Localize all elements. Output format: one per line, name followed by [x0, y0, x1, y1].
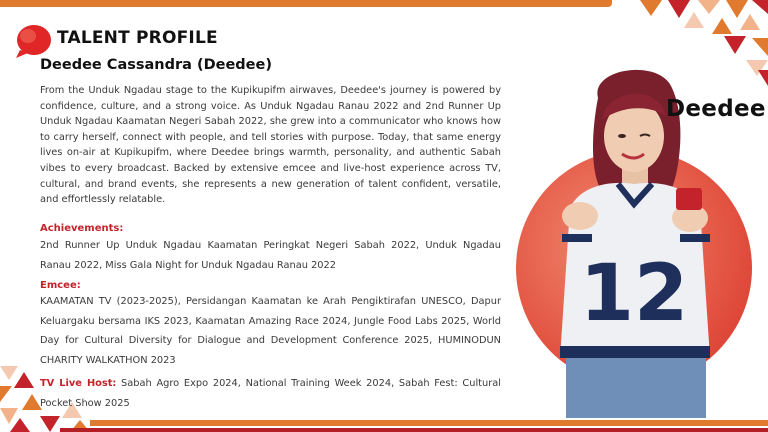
page-title: TALENT PROFILE	[57, 28, 218, 48]
tv-live-host-heading: TV Live Host:	[40, 378, 117, 389]
kupikupifm-logo-icon	[12, 24, 52, 58]
emcee-heading: Emcee:	[40, 280, 81, 291]
talent-name-subtitle: Deedee Cassandra (Deedee)	[40, 57, 272, 73]
top-accent-bar	[0, 0, 612, 7]
achievements-heading: Achievements:	[40, 223, 124, 234]
bottom-accent-bar	[90, 420, 768, 426]
jersey-number: 12	[579, 249, 689, 339]
emcee-text: KAAMATAN TV (2023-2025), Persidangan Kaamatan ke Arah Pengiktirafan UNESCO, Dapur Keluargaku bersama IKS 2023, Kaamatan Amazing Race 2024, Jungle Food Labs 2025, World Day for Cultural Diversity for Dialogue and Development Conference 2025, HUMINODUN CHARITY WALKATHON 2023	[40, 296, 501, 366]
bottom-dark-bar	[60, 428, 768, 432]
bio-paragraph: From the Unduk Ngadau stage to the Kupikupifm airwaves, Deedee's journey is powered by confidence, culture, and a strong voice. As Unduk Ngadau Ranau 2022 and 2nd Runner Up Unduk Ngadau Kaamatan Negeri Sabah 2022, she grew into a communicator who knows how to carry herself, connect with people, and tell stories with purpose. Today, that same energy lives on-air at Kupikupifm, where Deedee brings warmth, personality, and authentic Sabah vibes to every broadcast. Backed by extensive emcee and live-host experience across TV, cultural, and brand events, she represents a new generation of talent confident, versatile, and effortlessly relatable.	[40, 85, 501, 206]
achievements-text: 2nd Runner Up Unduk Ngadau Kaamatan Peringkat Negeri Sabah 2022, Unduk Ngadau Ranau 2022, Miss Gala Night for Unduk Ngadau Ranau 2022	[40, 240, 501, 271]
tv-live-host-text: Sabah Agro Expo 2024, National Training Week 2024, Sabah Fest: Cultural Pocket Show 2025	[40, 378, 501, 409]
tv-live-host-line	[40, 374, 501, 413]
name-tag: Deedee	[666, 96, 766, 122]
